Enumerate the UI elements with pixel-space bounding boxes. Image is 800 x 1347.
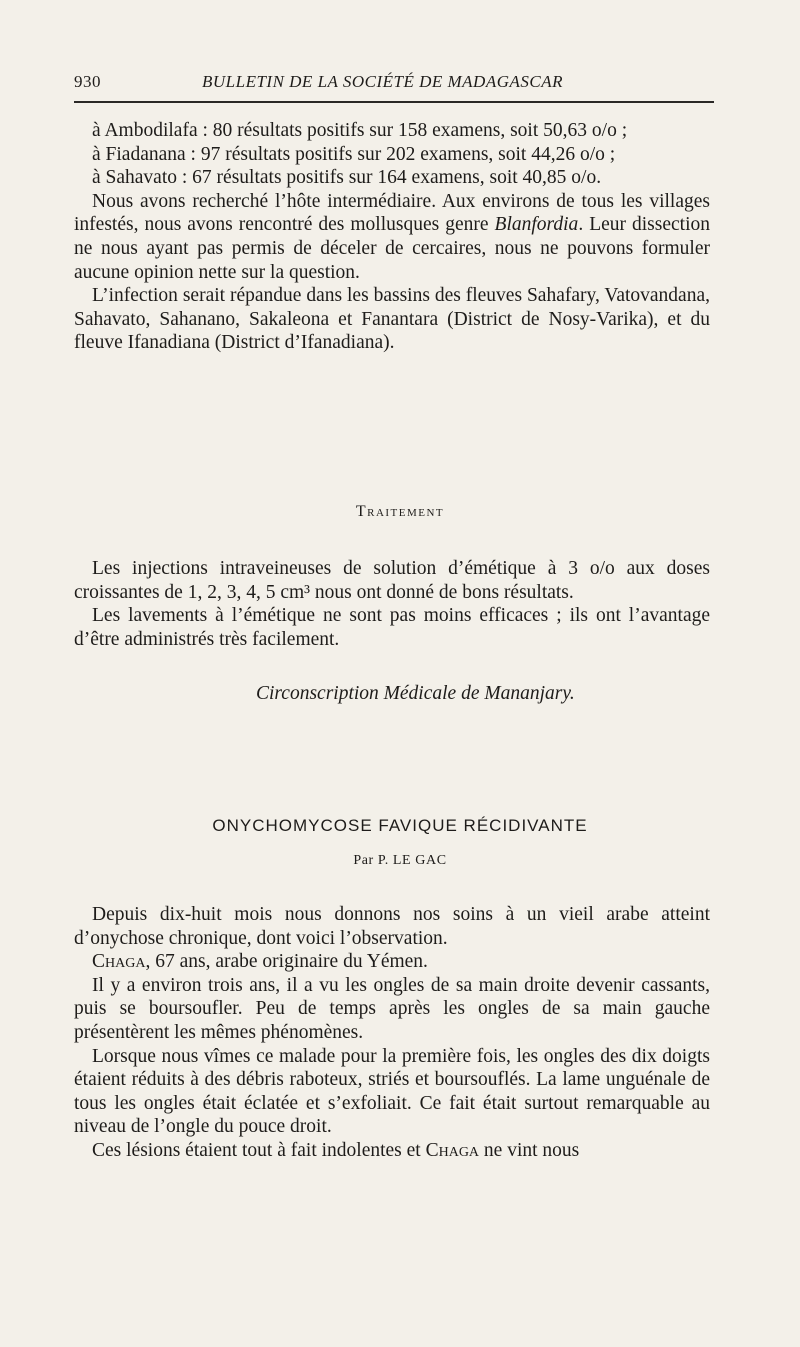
page-number: 930 xyxy=(74,72,101,91)
article-body xyxy=(74,903,710,1163)
patient-paragraph xyxy=(74,950,710,974)
result-fiadanana: à Fiadanana : 97 résultats positifs sur 202 examens, soit 44,26 o/o ; xyxy=(92,143,616,165)
signature-line: Circonscription Médicale de Mananjary. xyxy=(256,683,575,704)
patient-details: , 67 ans, arabe originaire du Yémen. xyxy=(145,951,428,973)
host-text-a: Nous avons recherché l’hôte intermédiaire. Aux environs de tous les villages infestés, nous avons rencontré des mollusques genre xyxy=(74,190,710,236)
patient-name-2: Chaga xyxy=(425,1139,480,1161)
infection-paragraph: L’infection serait répandue dans les bassins des fleuves Sahafary, Vatovandana, Sahavato, Sahanano, Sakaleona et Fanantara (District de Nosy-Varika), et du fleuve Ifanadiana (District d’Ifanadiana). xyxy=(74,285,710,354)
patient-name: Chaga xyxy=(92,951,146,973)
injections-paragraph: Les injections intraveineuses de solution d’émétique à 3 o/o aux doses croissantes de 1, 2, 3, 4, 5 cm³ nous ont donné de bons résultats. xyxy=(74,558,710,603)
host-paragraph xyxy=(74,190,710,284)
lavements-paragraph: Les lavements à l’émétique ne sont pas moins efficaces ; ils ont l’avantage d’être administrés très facilement. xyxy=(74,605,710,650)
lesions-paragraph xyxy=(74,1139,710,1163)
results-section xyxy=(74,119,710,355)
section-heading-traitement: Traitement xyxy=(355,503,445,520)
running-title: BULLETIN DE LA SOCIÉTÉ DE MADAGASCAR xyxy=(202,72,563,91)
treatment-section xyxy=(74,557,710,651)
lesions-text-a: Ces lésions étaient tout à fait indolentes et xyxy=(92,1139,426,1161)
history-paragraph: Il y a environ trois ans, il a vu les ongles de sa main droite devenir cassants, puis se boursoufler. Peu de temps après les ongles de sa main gauche présentèrent les mêmes phénomènes. xyxy=(74,974,710,1043)
exam-paragraph: Lorsque nous vîmes ce malade pour la première fois, les ongles des dix doigts étaient réduits à des débris raboteux, striés et boursouflés. La lame unguénale de tous les ongles était éclatée et s’exfoliait. Ce fait était surtout remarquable au niveau de l’ongle du pouce droit. xyxy=(74,1045,710,1138)
article-author: Par P. LE GAC xyxy=(353,853,447,868)
result-sahavato: à Sahavato : 67 résultats positifs sur 164 examens, soit 40,85 o/o. xyxy=(92,167,602,189)
lesions-text-b: ne vint nous xyxy=(479,1139,580,1161)
header-rule xyxy=(74,101,714,103)
article-title: ONYCHOMYCOSE FAVIQUE RÉCIDIVANTE xyxy=(212,816,588,835)
intro-paragraph: Depuis dix-huit mois nous donnons nos soins à un vieil arabe atteint d’onychose chronique, dont voici l’observation. xyxy=(74,904,710,949)
genus-name: Blanfordia xyxy=(494,214,579,236)
host-text-b: . Leur dissection ne nous ayant pas permis de déceler de cercaires, nous ne pouvons formuler aucune opinion nette sur la question. xyxy=(74,214,710,283)
result-ambodilafa: à Ambodilafa : 80 résultats positifs sur 158 examens, soit 50,63 o/o ; xyxy=(92,120,628,141)
